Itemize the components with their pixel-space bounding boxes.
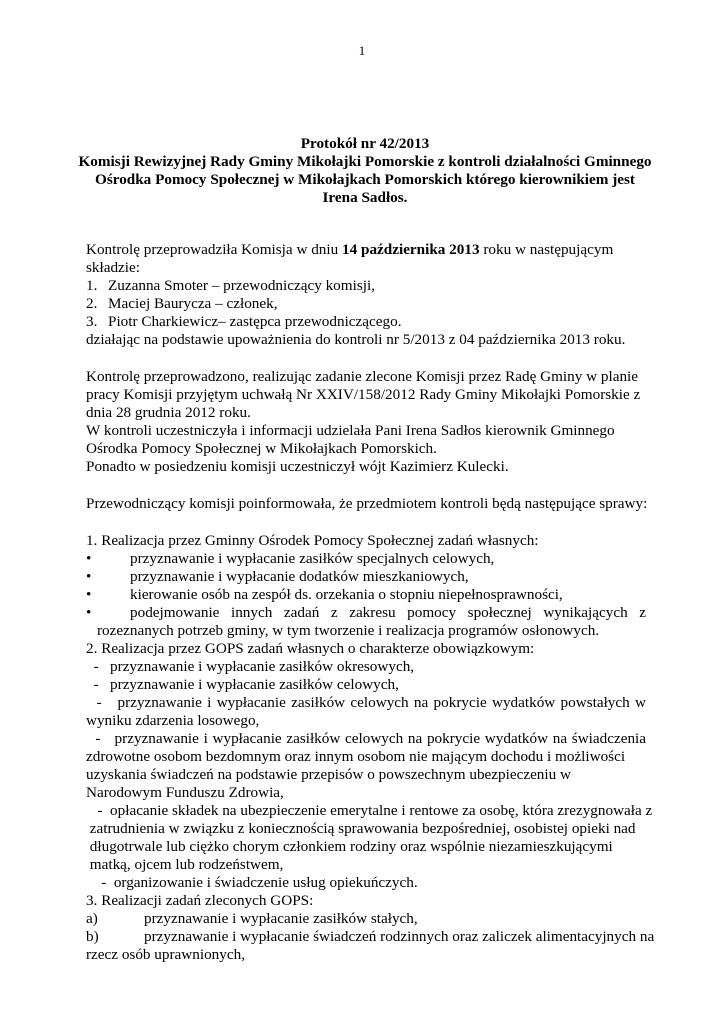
- letter-text: przyznawanie i wypłacanie zasiłków stałych,: [144, 910, 418, 927]
- dash-continuation: zatrudnienia w związku z koniecznością sprawowania bezpośredniej, osobistej opieki nad: [86, 820, 636, 837]
- page-number: 1: [358, 43, 366, 58]
- member-text: Piotr Charkiewicz– zastępca przewodniczącego.: [108, 313, 402, 330]
- dash-continuation: uzyskania świadczeń na podstawie przepisów o powszechnym ubezpieczeniu w: [86, 766, 571, 783]
- title-line-4: Irena Sadłos.: [322, 189, 408, 206]
- dash-item: - opłacanie składek na ubezpieczenie emerytalne i rentowe za osobę, która zrezygnowała z: [86, 802, 653, 819]
- letter-label: b): [86, 928, 99, 945]
- bullet-text: przyznawanie i wypłacanie dodatków mieszkaniowych,: [130, 568, 469, 585]
- member-item: [86, 313, 646, 331]
- member-number: 3.: [86, 313, 98, 330]
- para2-line-3: dnia 28 grudnia 2012 roku.: [86, 404, 251, 421]
- dash-continuation: długotrwale lub ciężko chorym członkiem rodziny oraz wspólnie niezamieszkującymi: [86, 838, 613, 855]
- document-title: [70, 135, 660, 207]
- letter-continuation: rzecz osób uprawnionych,: [86, 946, 245, 963]
- title-line-1: Protokół nr 42/2013: [300, 135, 430, 152]
- intro-text: Kontrolę przeprowadziła Komisja w dniu: [86, 241, 343, 258]
- bullet-item: [86, 550, 646, 568]
- bullet-icon: •: [86, 550, 92, 567]
- intro-line-1: [86, 241, 646, 259]
- bullet-text: podejmowanie innych zadań z zakresu pomocy społecznej wynikających z: [130, 604, 646, 621]
- dash-continuation: wyniku zdarzenia losowego,: [86, 712, 260, 729]
- member-number: 1.: [86, 277, 98, 294]
- control-date: 14 października 2013: [342, 241, 480, 258]
- bullet-text: kierowanie osób na zespół ds. orzekania o stopniu niepełnosprawności,: [130, 586, 563, 603]
- bullet-continuation: rozeznanych potrzeb gminy, w tym tworzenie i realizacja programów osłonowych.: [97, 622, 600, 639]
- title-line-3: Ośrodka Pomocy Społecznej w Mikołajkach Pomorskich którego kierownikiem jest: [95, 171, 635, 188]
- section1-heading: 1. Realizacja przez Gminny Ośrodek Pomocy Społecznej zadań własnych:: [86, 532, 539, 549]
- bullet-icon: •: [86, 604, 92, 621]
- member-item: [86, 277, 646, 295]
- bullet-item: [86, 568, 646, 586]
- bullet-icon: •: [86, 586, 92, 603]
- dash-item: - przyznawanie i wypłacanie zasiłków celowych,: [86, 676, 399, 693]
- dash-item: - organizowanie i świadczenie usług opiekuńczych.: [86, 874, 418, 891]
- para2-line-2: pracy Komisji przyjętym uchwałą Nr XXIV/158/2012 Rady Gminy Mikołajki Pomorskie z: [86, 386, 641, 403]
- intro-line-2: składzie:: [86, 259, 140, 276]
- intro-line-6: działając na podstawie upoważnienia do kontroli nr 5/2013 z 04 października 2013 roku.: [86, 331, 626, 348]
- member-text: Zuzanna Smoter – przewodniczący komisji,: [108, 277, 375, 294]
- section3-heading: 3. Realizacji zadań zleconych GOPS:: [86, 892, 314, 909]
- bullet-item: [86, 586, 646, 604]
- letter-item: [86, 910, 646, 928]
- dash-item: - przyznawanie i wypłacanie zasiłków okresowych,: [86, 658, 415, 675]
- para2-line-4: W kontroli uczestniczyła i informacji udzielała Pani Irena Sadłos kierownik Gminnego: [86, 422, 615, 439]
- bullet-item: [86, 604, 646, 622]
- bullet-text: przyznawanie i wypłacanie zasiłków specjalnych celowych,: [130, 550, 495, 567]
- dash-continuation: matką, ojcem lub rodzeństwem,: [86, 856, 284, 873]
- para2-line-1: Kontrolę przeprowadzono, realizując zadanie zlecone Komisji przez Radę Gminy w planie: [86, 368, 639, 385]
- member-item: [86, 295, 646, 313]
- document-body: [86, 241, 655, 964]
- member-text: Maciej Baurycza – członek,: [108, 295, 278, 312]
- para2-line-6: Ponadto w posiedzeniu komisji uczestniczył wójt Kazimierz Kulecki.: [86, 458, 509, 475]
- title-line-2: Komisji Rewizyjnej Rady Gminy Mikołajki Pomorskie z kontroli działalności Gminnego: [78, 153, 652, 170]
- letter-item: [86, 928, 655, 946]
- dash-item: - przyznawanie i wypłacanie zasiłków celowych na pokrycie wydatków na świadczenia: [86, 730, 646, 747]
- bullet-icon: •: [86, 568, 92, 585]
- member-number: 2.: [86, 295, 98, 312]
- intro-text-end: roku w następującym: [479, 241, 614, 258]
- section2-heading: 2. Realizacja przez GOPS zadań własnych o charakterze obowiązkowym:: [86, 640, 535, 657]
- para2-line-5: Ośrodka Pomocy Społecznej w Mikołajkach Pomorskich.: [86, 440, 437, 457]
- dash-continuation: zdrowotne osobom bezdomnym oraz innym osobom nie mającym dochodu i możliwości: [86, 748, 626, 765]
- letter-label: a): [86, 910, 98, 927]
- dash-continuation: Narodowym Funduszu Zdrowia,: [86, 784, 284, 801]
- dash-item: - przyznawanie i wypłacanie zasiłków celowych na pokrycie wydatków powstałych w: [86, 694, 646, 711]
- letter-text: przyznawanie i wypłacanie świadczeń rodzinnych oraz zaliczek alimentacyjnych na: [144, 928, 655, 945]
- para3: Przewodniczący komisji poinformowała, że przedmiotem kontroli będą następujące sprawy:: [86, 495, 648, 512]
